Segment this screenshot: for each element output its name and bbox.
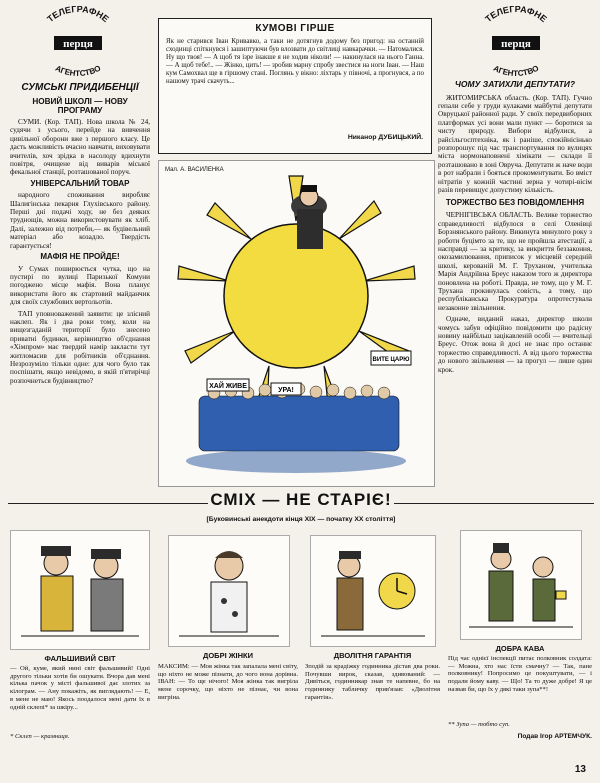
article-paragraph: ЖИТОМИРСЬКА область. (Кор. ТАП). Гучно гепали себе у груди кулаками майбутні депутати Овруцької районної ради. У своїх передвиборних платформах усі вони мали пункт — боротися за чисту природу. Вибори відбулися, а райсільгосптехніка, як і раніше, спокійнісінько розпорошує під час транспортування по вулицях міста нормонаповнені хімікати — склади її розташовано в зоні Овруча. Депутати ж наче води в рот набрали і бояться прокоментувати. Бо вміст нітратів у кожній частині зерна у чотирі-вісім разів перевищує допустиму кількість.: [438, 93, 592, 194]
kumovi-box: [158, 18, 432, 154]
artist-credit: Мал. А. ВАСИЛЕНКА: [165, 167, 224, 173]
agency-emblem-right: [468, 6, 564, 78]
cartoon-title: ДОБРІ ЖІНКИ: [203, 651, 253, 660]
credits: Подав Ігор АРТЕМЧУК.: [517, 732, 592, 740]
right-column: [438, 80, 592, 485]
article-paragraph: У Сумах поширюється чутка, що на пустирі по вулиці Паризької Комуни погоджено місце мафія. Вона планує використати його як стартовий майданчик для своїх службових вертольотів.: [10, 264, 150, 307]
cartoon-block: [448, 530, 592, 750]
svg-text:АГЕНТСТВО: АГЕНТСТВО: [53, 63, 103, 78]
box-author: Никанор ДУБИЦЬКИЙ.: [347, 134, 423, 141]
cartoon-image: [168, 535, 290, 647]
svg-text:перця: перця: [501, 38, 531, 50]
crowd-sign: УРА!: [278, 387, 294, 394]
cartoon-image: [310, 535, 436, 647]
cartoon-title: ФАЛЬШИВИЙ СВІТ: [44, 654, 116, 663]
banner-subtitle: [Буковинські анекдоти кінця XIX — початку XX століття]: [206, 516, 396, 523]
box-heading: КУМОВІ ГІРШЕ: [255, 23, 335, 34]
cartoon-block: [10, 530, 150, 750]
article-subheading: УНІВЕРСАЛЬНИЙ ТОВАР: [30, 178, 130, 188]
article-subheading: НОВИЙ ШКОЛІ — НОВУ ПРОГРАМУ: [32, 97, 128, 115]
article-paragraph: народного споживання виробляє Шалигінська пекарня Глухівського району. Перші дні подачі ходу, не без деяких труднощів, можна використовувати як хліб. Далі, залежно від потреби,— як будівельний матеріал або козадло. Твердість гарантується!: [10, 191, 150, 250]
article-paragraph: ЧЕРНІГІВСЬКА ОБЛАСТЬ. Велике торжество справедливості відбулося в селі Оленівці Борзнянського району. Викинута минулого року з роботи буцімто за те, що не пройшла атестації, а насправді — за критику, за викриття беззаконня, окозамилювання, приписок у місцевій середній школі, керованій М. Г. Труханом, учителька Марія Андріївна Бреус наказом того ж директора поновлена на роботі. Правда, не тому, що у М. Г. Трухана прокинулась совість, а тому, що республіканська Прокуратура опротестувала незаконне звільнення.: [438, 211, 592, 312]
svg-text:ТЕЛЕГРАФНЕ: ТЕЛЕГРАФНЕ: [483, 6, 549, 25]
cartoon-block: [305, 535, 440, 750]
box-text: Як не старився Іван Кривавко, а таки не дотягнув додому без пригод: на останній сходинці спіткнувся і зашиптуючи був влозвати до світлиці навкарачки. — Натомалися. Ну що твоя! — А щоб тя ізре інакше я не ходив ніколи! — накинулася на нього Ганна. — А щоб тебе!.. — Жінко, цить! — зробив марну спробу звестися на ноги Іван. — Наш кум Самохвал ще в гіршому стані. Поглянь у вікно: ліхтарь у півночі, а прогнувся, а по нашому трачі скачуть...: [166, 38, 424, 85]
svg-text:ТЕЛЕГРАФНЕ: ТЕЛЕГРАФНЕ: [45, 6, 111, 25]
cartoon-title: ДВОЛІТНЯ ГАРАНТІЯ: [333, 651, 412, 660]
left-column: [10, 82, 150, 482]
svg-text:перця: перця: [63, 38, 93, 50]
svg-text:АГЕНТСТВО: АГЕНТСТВО: [491, 63, 541, 78]
cartoon-block: [158, 535, 298, 750]
cartoon-text: — Ой, куме, який нині світ фальшивий! Одні другого тільки хотів би ошукати. Вчора дав мені кілька пачок у місті фальшивої дає злотих за кілограм. — Ану покажіть, як виглядають! — Е, в мене не маю! Якось поодалося мені дати їх в одній склепі* за шкіру...: [10, 665, 150, 711]
article-subheading: МАФІЯ НЕ ПРОЙДЕ!: [40, 252, 120, 262]
banner-title: СМІХ — НЕ СТАРІЄ!: [208, 490, 394, 510]
cartoon-title: ДОБРА КАВА: [495, 644, 545, 653]
banner: [8, 488, 594, 528]
section-heading: СУМСЬКІ ПРИДИБЕНЦІЇ: [21, 82, 139, 93]
cartoon-text: Під час однієї інспекції питає полковник солдата: — Можна, хто нас їсти смачну? — Так, пане полковнику! Попросимо це покуштувати, — і подали йому каву. — Що! Та то дуже добре! Я це назвав би, що їх у дякі таки зупа**!: [448, 655, 592, 693]
cartoon-image: [10, 530, 150, 650]
cartoon-text: МАКСИМ: — Моя жінка так запалала мені світу, що ніхто не може пізнати, до чого вона дорівна. ІВАН: — То ще нічого! Моя жінка так вигріла мене сорочку, що ніхто не пізнає, чи вона вигріна.: [158, 663, 298, 701]
section-heading: ЧОМУ ЗАТИХЛИ ДЕПУТАТИ?: [454, 80, 576, 89]
article-paragraph: Одначе, виданий наказ, директор школи чомусь забув офіційно повідомити цю радісну новину найбільш зацікавленій особі — вчительці Бреус. Отож вона й досі не знає про останнє торжество справедливості. А від цього торжества до нового звільнення — за прогул — лише один крок.: [438, 315, 592, 374]
cartoon-image: [460, 530, 582, 640]
sun-illustration: [159, 161, 434, 486]
sun-cartoon: [158, 160, 435, 487]
footnote: * Склеп — крамниця.: [10, 733, 70, 740]
cartoon-text: Зподій за крадіжку годинника дістав два роки. Почувши вирок, сказав, здивований: — Дивіться, годинникар знав те напевне, бо на годиннику табличку прив'язав: «Дволітня гарантія».: [305, 663, 440, 701]
crowd-sign: ХАЙ ЖИВЕ: [209, 383, 247, 390]
agency-emblem-left: [30, 6, 126, 78]
page-number: 13: [574, 764, 586, 775]
article-subheading: ТОРЖЕСТВО БЕЗ ПОВІДОМЛЕННЯ: [445, 198, 585, 208]
article-paragraph: ТАП уповноважений заявити: це злісний наклеп. Як і два роки тому, коли на вищезгаданій території було знесено приватні будинки, керівництво об'єднання «Хімпром» має твердий намір закласти тут житломасив для робітників об'єднання. Незрозуміло тільки одне: для чого було так поспішати, якщо невідомо, в якій п'ятирічці розпочнеться будівництво?: [10, 309, 150, 385]
crowd-sign: ВИТЕ ЦАРЮ: [372, 357, 410, 363]
footnote: ** Зупа — тобто суп.: [448, 721, 510, 728]
article-paragraph: СУМИ. (Кор. ТАП). Нова школа № 24, судячи з усього, перейде на вивчення цивільної оборони вже з першого класу. Це дасть можливість вчасно навчати, виховувати вчителів, хоч зрідка в насолоду вдихнути повітря, очищене від виварів міської фекальної станції, розташованої поруч.: [10, 118, 150, 177]
